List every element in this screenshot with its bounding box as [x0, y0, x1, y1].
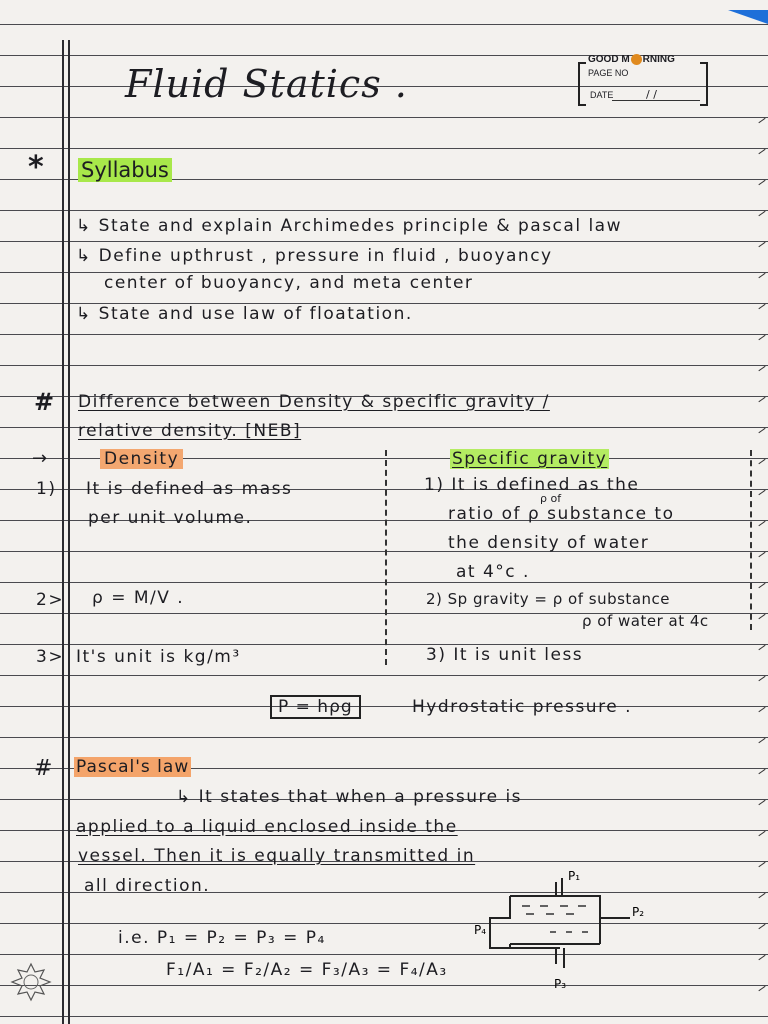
edge-tick	[758, 335, 765, 340]
edge-tick	[758, 893, 765, 898]
edge-tick	[758, 211, 765, 216]
sg-row1-sup: ρ of	[540, 492, 562, 505]
stamp-bracket-right	[700, 62, 708, 106]
diagram-p2: P₂	[632, 905, 645, 919]
stamp-brand-left: GOOD M	[588, 54, 630, 66]
edge-tick	[758, 645, 765, 650]
pascal-equation-2: F₁/A₁ = F₂/A₂ = F₃/A₃ = F₄/A₃	[166, 960, 448, 980]
diagram-p1: P₁	[568, 869, 581, 883]
edge-tick	[758, 614, 765, 619]
col-left-title	[100, 449, 183, 469]
notebook-stamp	[582, 54, 712, 106]
syllabus-bullet: *	[28, 150, 44, 185]
margin-line	[68, 40, 70, 1024]
edge-tick	[758, 490, 765, 495]
syllabus-heading-text: Syllabus	[78, 158, 172, 182]
pascal-bullet: #	[34, 756, 53, 781]
edge-tick	[758, 304, 765, 309]
syllabus-item: ↳ State and explain Archimedes principle & pascal law	[76, 216, 622, 236]
sg-row1-line4: at 4°c .	[456, 562, 530, 582]
edge-tick	[758, 459, 765, 464]
syllabus-item: center of buoyancy, and meta center	[104, 273, 474, 293]
page-corner-mark	[728, 10, 768, 24]
difference-bullet: #	[34, 388, 55, 416]
density-row3: It's unit is kg/m³	[76, 647, 241, 667]
edge-tick	[758, 366, 765, 371]
stamp-date-label: DATE	[590, 90, 614, 100]
hydrostatic-label: Hydrostatic pressure .	[412, 697, 632, 717]
seal-watermark-icon	[6, 960, 56, 1004]
edge-tick	[758, 521, 765, 526]
difference-heading-line2: relative density. [NEB]	[78, 421, 302, 441]
density-row2: ρ = M/V .	[92, 588, 185, 608]
pascal-heading	[74, 757, 191, 777]
sg-row1-line3: the density of water	[448, 533, 650, 553]
vessel-svg	[470, 868, 670, 998]
sg-row2-line1: 2) Sp gravity = ρ of substance	[426, 590, 670, 608]
page-title: Fluid Statics .	[125, 62, 408, 106]
edge-tick	[758, 242, 765, 247]
edge-tick	[758, 831, 765, 836]
edge-tick	[758, 955, 765, 960]
edge-tick	[758, 397, 765, 402]
stamp-brand	[588, 54, 675, 65]
sg-row1-line2: ratio of ρ substance to	[448, 504, 675, 524]
edge-tick	[758, 738, 765, 743]
syllabus-heading	[78, 158, 172, 182]
col-right-title	[450, 449, 609, 469]
diagram-p4: P₄	[474, 923, 487, 937]
sg-row1-line1: 1) It is defined as the	[424, 475, 640, 495]
row-number: 1)	[36, 479, 57, 499]
pascal-line: all direction.	[84, 876, 211, 896]
syllabus-item: ↳ Define upthrust , pressure in fluid , buoyancy	[76, 246, 553, 266]
margin-line	[62, 40, 64, 1024]
density-row1-line1: It is defined as mass	[86, 479, 293, 499]
pascal-equation-1: i.e. P₁ = P₂ = P₃ = P₄	[118, 928, 326, 948]
syllabus-item: ↳ State and use law of floatation.	[76, 304, 413, 324]
difference-heading-line1: Difference between Density & specific gravity /	[78, 392, 550, 412]
edge-tick	[758, 769, 765, 774]
stamp-page-label: PAGE NO	[588, 68, 629, 78]
edge-tick	[758, 676, 765, 681]
stamp-date-line	[612, 100, 700, 101]
diagram-p3: P₃	[554, 977, 567, 991]
edge-tick	[758, 118, 765, 123]
pascal-heading-text: Pascal's law	[76, 757, 190, 777]
pascal-line: ↳ It states that when a pressure is	[176, 787, 523, 807]
edge-tick	[758, 707, 765, 712]
edge-tick	[758, 428, 765, 433]
edge-tick	[758, 180, 765, 185]
edge-tick	[758, 583, 765, 588]
stamp-bracket-left	[578, 62, 586, 106]
edge-tick	[758, 552, 765, 557]
pascal-vessel-diagram	[470, 868, 670, 998]
edge-tick	[758, 800, 765, 805]
column-divider	[385, 450, 387, 665]
arrow-icon: →	[32, 448, 48, 469]
row-number: 2>	[36, 590, 65, 610]
edge-tick	[758, 273, 765, 278]
col-right-title-text: Specific gravity	[452, 449, 608, 469]
col-left-title-text: Density	[100, 449, 183, 469]
right-edge-divider	[750, 450, 752, 630]
edge-tick	[758, 149, 765, 154]
page-edge-ticks	[756, 120, 768, 1000]
edge-tick	[758, 986, 765, 991]
sg-row3: 3) It is unit less	[426, 645, 584, 665]
row-number: 3>	[36, 647, 65, 667]
sg-row2-line2: ρ of water at 4c	[582, 612, 709, 630]
stamp-date-value: / /	[646, 88, 657, 101]
edge-tick	[758, 862, 765, 867]
density-row1-line2: per unit volume.	[88, 508, 253, 528]
edge-tick	[758, 924, 765, 929]
sun-icon	[631, 54, 642, 65]
stamp-brand-right: RNING	[642, 54, 675, 66]
pascal-line: applied to a liquid enclosed inside the	[76, 817, 458, 837]
hydrostatic-formula: P = hρg	[270, 695, 361, 719]
pascal-line: vessel. Then it is equally transmitted in	[78, 846, 476, 866]
